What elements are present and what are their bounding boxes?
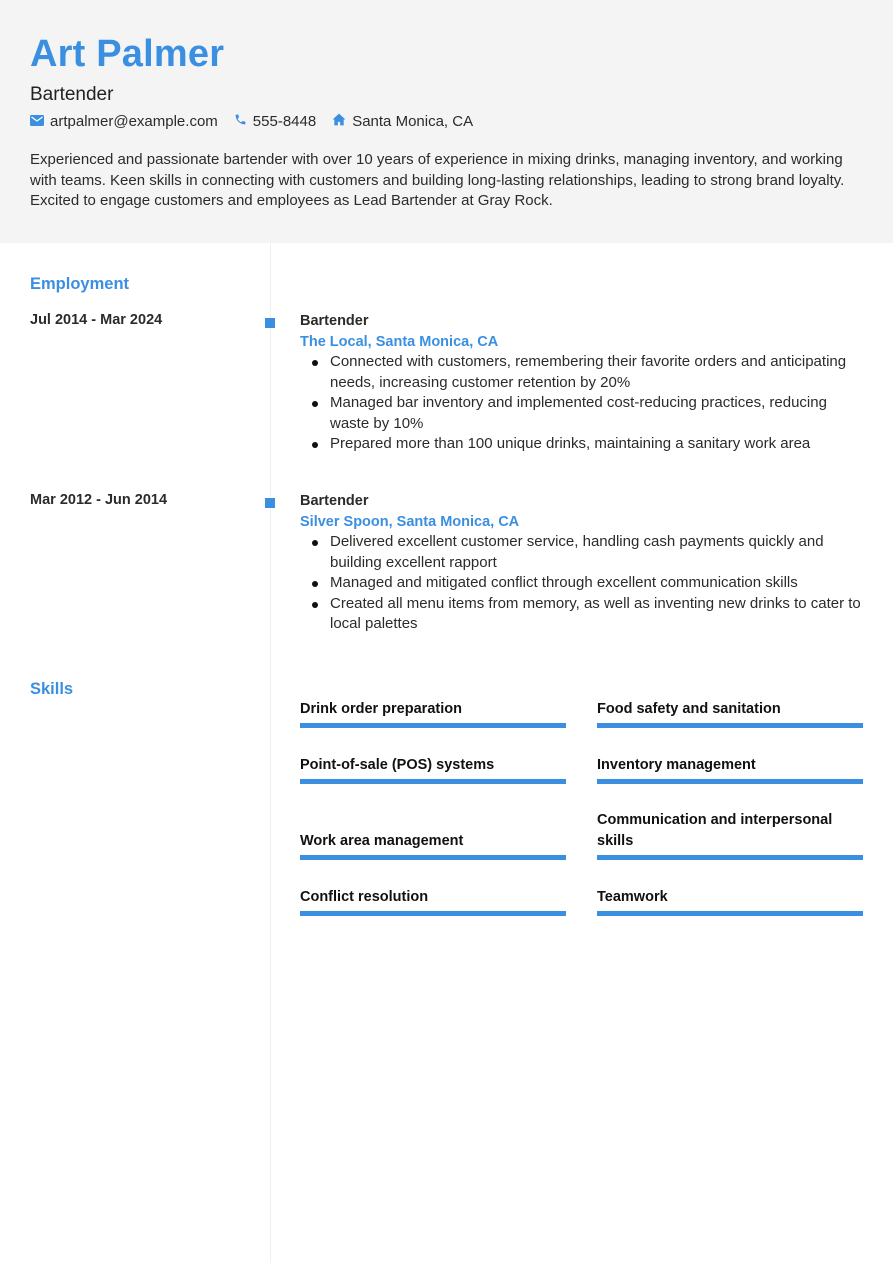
column-divider (270, 243, 271, 1263)
contact-email[interactable] (30, 113, 218, 130)
job-title: Bartender (300, 313, 369, 329)
list-item: Managed bar inventory and implemented cost-reducing practices, reducing waste by 10% (300, 393, 865, 434)
job-dates: Mar 2012 - Jun 2014 (30, 492, 168, 508)
skill-item (597, 690, 863, 728)
skill-bar (597, 723, 863, 728)
contact-info (30, 111, 489, 131)
candidate-title: Bartender (30, 84, 114, 105)
skills-heading: Skills (30, 680, 74, 698)
job-bullets (300, 532, 865, 635)
skill-label: Conflict resolution (300, 888, 429, 905)
skill-item (597, 802, 863, 860)
job-entry (300, 491, 865, 635)
timeline-marker (265, 318, 275, 328)
list-item: Prepared more than 100 unique drinks, maintaining a sanitary work area (300, 434, 865, 455)
skill-bar (300, 911, 566, 916)
phone-text: 555-8448 (252, 112, 317, 130)
job-title: Bartender (300, 493, 369, 509)
profile-summary: Experienced and passionate bartender with over 10 years of experience in mixing drinks, managing inventory, and working with teams. Keen skills in connecting with customers and building long-lasting relationships, leading to strong brand loyalty. Excited to engage customers and employees as Lead Bartender at Gray Rock. (30, 151, 845, 210)
home-icon (332, 113, 352, 130)
skill-label: Food safety and sanitation (597, 700, 781, 717)
job-company: Silver Spoon, Santa Monica, CA (300, 513, 520, 530)
skill-bar (597, 911, 863, 916)
resume-header (0, 0, 893, 243)
skill-label: Inventory management (597, 756, 756, 773)
job-dates: Jul 2014 - Mar 2024 (30, 312, 163, 328)
email-text: artpalmer@example.com (50, 112, 218, 130)
job-entry (300, 311, 865, 455)
timeline-marker (265, 498, 275, 508)
skill-label: Teamwork (597, 888, 668, 905)
list-item: Delivered excellent customer service, handling cash payments quickly and building excellent rapport (300, 532, 865, 573)
skill-bar (300, 723, 566, 728)
job-bullets (300, 352, 865, 455)
phone-icon (234, 113, 253, 130)
skill-item (300, 746, 566, 784)
skill-item (597, 878, 863, 916)
skill-item (597, 746, 863, 784)
skill-item (300, 690, 566, 728)
candidate-name: Art Palmer (30, 33, 225, 75)
skill-item (300, 802, 566, 860)
skill-bar (597, 779, 863, 784)
skill-label: Point-of-sale (POS) systems (300, 756, 495, 773)
job-company: The Local, Santa Monica, CA (300, 333, 499, 350)
skill-bar (300, 855, 566, 860)
contact-phone[interactable] (234, 113, 316, 130)
skill-item (300, 878, 566, 916)
contact-location (332, 113, 473, 130)
skill-label: Communication and interpersonal skills (597, 812, 833, 849)
location-text: Santa Monica, CA (352, 112, 474, 130)
skill-label: Drink order preparation (300, 700, 462, 717)
skill-bar (597, 855, 863, 860)
skill-bar (300, 779, 566, 784)
list-item: Managed and mitigated conflict through excellent communication skills (300, 573, 865, 594)
list-item: Connected with customers, remembering their favorite orders and anticipating needs, increasing customer retention by 20% (300, 352, 865, 393)
mail-icon (30, 113, 50, 130)
employment-heading: Employment (30, 275, 130, 293)
skill-label: Work area management (300, 832, 464, 849)
list-item: Created all menu items from memory, as well as inventing new drinks to cater to local palettes (300, 594, 865, 635)
